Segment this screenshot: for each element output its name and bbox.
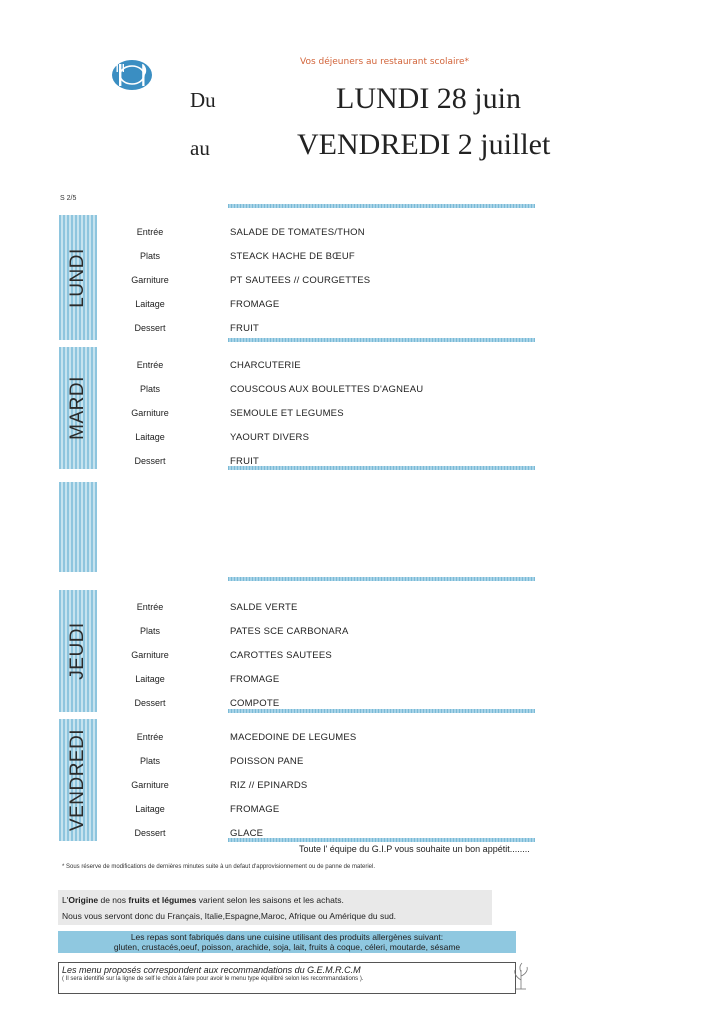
day-tab-lundi (59, 215, 97, 340)
origin-line-1: L'Origine de nos fruits et légumes varient selon les saisons et les achats. (62, 895, 344, 905)
separator-bar (228, 838, 535, 842)
dish: GLACE (230, 828, 264, 839)
reserve-note: * Sous réserve de modifications de dernières minutes suite à un defaut d'approvisionnement ou de panne de materiel. (62, 864, 376, 870)
dish: CHARCUTERIE (230, 360, 301, 371)
dish: FROMAGE (230, 299, 280, 310)
end-date: VENDREDI 2 juillet (297, 128, 551, 161)
dish: RIZ // EPINARDS (230, 780, 308, 791)
day-name: VENDREDI (67, 728, 88, 832)
course-label: Laitage (135, 299, 165, 309)
course-label: Dessert (134, 323, 166, 333)
course-label: Plats (139, 251, 160, 261)
allergen-line-2: gluten, crustacés,oeuf, poisson, arachide, soja, lait, fruits à coque, céleri, moutarde, sésame (113, 942, 461, 952)
course-label: Laitage (135, 804, 165, 814)
day-name: MARDI (67, 376, 88, 440)
start-date: LUNDI 28 juin (336, 82, 521, 115)
dish: MACEDOINE DE LEGUMES (230, 732, 357, 743)
dish: SALDE VERTE (230, 602, 298, 613)
fork-knife-plate-icon (110, 58, 154, 92)
day-name: JEUDI (67, 622, 88, 680)
day-tab-mercredi-empty (59, 482, 97, 572)
page-subtitle: Vos déjeuners au restaurant scolaire* (300, 57, 470, 67)
recommendation-line-2: ( Il sera identifié sur la ligne de self le choix à faire pour avoir le menu type équilibré selon les recommandations ). (62, 976, 364, 982)
course-label: Garniture (131, 650, 169, 660)
course-label: Plats (139, 384, 160, 394)
sheet-code: S 2/5 (60, 195, 77, 202)
au-label: au (190, 136, 210, 160)
dish: POISSON PANE (230, 756, 304, 767)
day-name: LUNDI (67, 247, 88, 308)
separator-bar (228, 204, 535, 208)
dish: PT SAUTEES // COURGETTES (230, 275, 371, 286)
dish: STEACK HACHE DE BŒUF (230, 251, 355, 262)
dish: SALADE DE TOMATES/THON (230, 227, 365, 238)
course-label: Garniture (131, 275, 169, 285)
course-label: Dessert (134, 456, 166, 466)
course-label: Plats (139, 626, 160, 636)
course-label: Garniture (131, 408, 169, 418)
day-tab-vendredi (59, 719, 97, 841)
dish: FROMAGE (230, 674, 280, 685)
dish: CAROTTES SAUTEES (230, 650, 332, 661)
course-label: Entrée (136, 227, 164, 237)
recommendation-line-1: Les menu proposés correspondent aux recommandations du G.E.M.R.C.M (62, 965, 361, 975)
day-tab-jeudi (59, 590, 97, 712)
dish: COUSCOUS AUX BOULETTES D'AGNEAU (230, 384, 424, 395)
course-label: Dessert (134, 828, 166, 838)
course-label: Garniture (131, 780, 169, 790)
course-label: Dessert (134, 698, 166, 708)
allergen-box (58, 931, 516, 953)
separator-bar (228, 466, 535, 470)
dish: FROMAGE (230, 804, 280, 815)
origin-line-2: Nous vous servont donc du Français, Italie,Espagne,Maroc, Afrique ou Amérique du sud. (62, 911, 397, 921)
dish: PATES SCE CARBONARA (230, 626, 349, 637)
recommendation-box (58, 962, 516, 994)
origin-box (58, 890, 492, 925)
du-label: Du (190, 88, 216, 112)
course-label: Entrée (136, 360, 164, 370)
course-label: Entrée (136, 602, 164, 612)
allergen-line-1: Les repas sont fabriqués dans une cuisine utilisant des produits allergènes suivant: (130, 932, 444, 942)
course-label: Entrée (136, 732, 164, 742)
course-label: Plats (139, 756, 160, 766)
course-label: Laitage (135, 674, 165, 684)
day-tab-mardi (59, 347, 97, 469)
plant-sketch-icon (510, 962, 532, 990)
separator-bar (228, 577, 535, 581)
dish: FRUIT (230, 323, 259, 334)
dish: FRUIT (230, 456, 259, 467)
separator-bar (228, 709, 535, 713)
dish: SEMOULE ET LEGUMES (230, 408, 344, 419)
course-label: Laitage (135, 432, 165, 442)
separator-bar (228, 338, 535, 342)
dish: COMPOTE (230, 698, 280, 709)
wish-text: Toute l' équipe du G.I.P vous souhaite un bon appétit........ (299, 844, 530, 854)
dish: YAOURT DIVERS (230, 432, 310, 443)
